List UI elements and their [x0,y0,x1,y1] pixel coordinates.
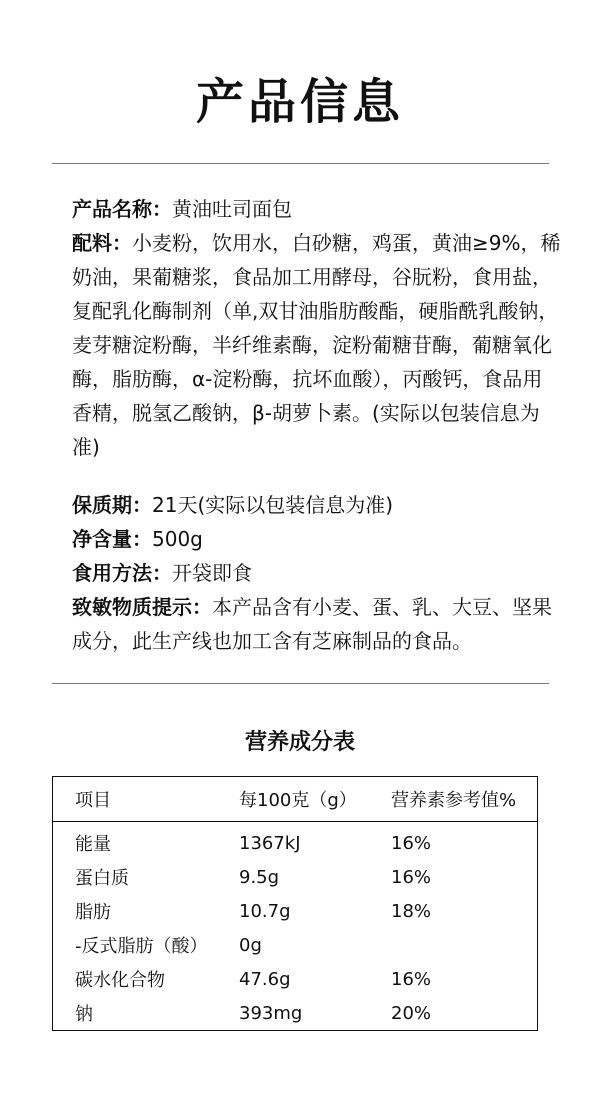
shelf-life-label: 保质期： [72,493,152,517]
shelf-life-value: 21天(实际以包装信息为准) [152,493,394,517]
table-row [53,928,538,962]
product-name-label: 产品名称： [72,197,172,221]
ingredients-label: 配料： [72,231,132,255]
nutrient-amount: 393mg [239,1002,303,1024]
allergen-line [72,590,562,658]
nutrient-nrv: 18% [391,900,432,922]
table-row [53,822,538,861]
net-content-label: 净含量： [72,527,152,551]
nutrition-table-title: 营养成分表 [244,730,355,755]
page-title: 产品信息 [195,74,404,130]
nutrient-nrv: 16% [391,968,432,990]
top-divider [52,163,549,164]
header-nrv: 营养素参考值% [391,790,517,811]
nutrient-nrv: 20% [391,1002,432,1024]
allergen-label: 致敏物质提示： [72,595,212,619]
product-info [72,192,562,658]
nutrient-nrv [391,928,538,962]
usage-label: 食用方法： [72,561,172,585]
nutrient-name: 碳水化合物 [75,970,165,991]
net-content-value: 500g [152,527,203,551]
nutrient-name: -反式脂肪（酸） [75,936,208,957]
table-row [53,894,538,928]
nutrient-amount: 9.5g [239,866,280,888]
nutrient-amount: 47.6g [239,968,291,990]
ingredients-value: 小麦粉，饮用水，白砂糖，鸡蛋，黄油≥9%，稀奶油，果葡糖浆，食品加工用酵母，谷朊粉，食用盐，复配乳化酶制剂（单,双甘油脂肪酸酯，硬脂酰乳酸钠，麦芽糖淀粉酶，半纤维素酶，淀粉葡糖苷酶，葡糖氧化酶，脂肪酶，α-淀粉酶，抗坏血酸），丙酸钙，食品用香精，脱氢乙酸钠，β-胡萝卜素。(实际以包装信息为准) [72,231,561,459]
usage-line [72,556,562,590]
nutrition-header-row [53,777,538,822]
header-per-100g: 每100克（g） [239,790,357,811]
nutrient-nrv: 16% [391,866,432,888]
header-item: 项目 [75,790,111,811]
nutrient-nrv: 16% [391,832,432,854]
nutrition-table [52,776,538,1031]
nutrient-name: 蛋白质 [75,868,129,889]
ingredients-line [72,226,562,464]
nutrient-name: 钠 [75,1004,93,1025]
table-row [53,860,538,894]
product-name-value: 黄油吐司面包 [172,197,292,221]
middle-divider [52,683,549,684]
nutrient-amount: 0g [239,934,262,956]
nutrient-name: 脂肪 [75,902,111,923]
allergen-value: 本产品含有小麦、蛋、乳、大豆、坚果成分，此生产线也加工含有芝麻制品的食品。 [72,595,552,653]
usage-value: 开袋即食 [172,561,252,585]
table-row [53,996,538,1031]
nutrient-amount: 10.7g [239,900,291,922]
nutrient-name: 能量 [75,834,111,855]
table-row [53,962,538,996]
net-content-line [72,522,562,556]
nutrient-amount: 1367kJ [239,832,301,854]
product-name-line [72,192,562,226]
shelf-life-line [72,488,562,522]
